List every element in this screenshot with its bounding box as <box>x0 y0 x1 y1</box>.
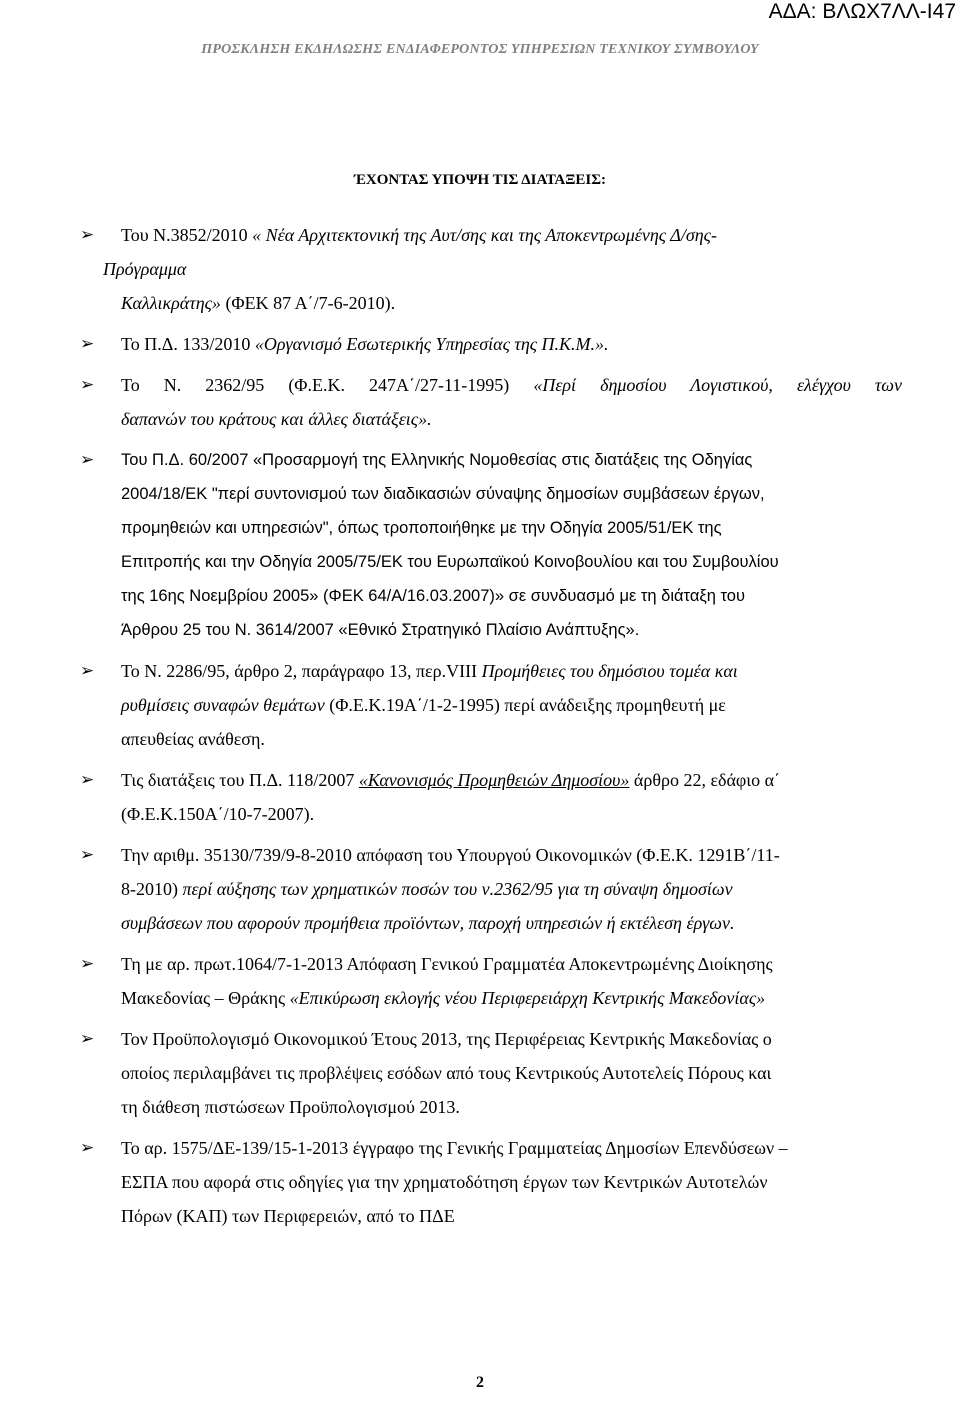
list-item: ➢ Τον Προϋπολογισμό Οικονομικού Έτους 2013, της Περιφέρειας Κεντρικής Μακεδονίας ο οποίος περιλαμβάνει τις προβλέψεις εσόδων από τους Κεντρικούς Αυτοτελείς Πόρους και τη διάθεση πιστώσεων Προϋπολογισμού 2013. <box>0 1022 960 1124</box>
list-item: ➢ Το Π.Δ. 133/2010 «Οργανισμό Εσωτερικής Υπηρεσίας της Π.Κ.Μ.». <box>0 327 960 361</box>
arrowhead-bullet-icon: ➢ <box>80 845 95 865</box>
list-item: ➢ Τη με αρ. πρωτ.1064/7-1-2013 Απόφαση Γενικού Γραμματέα Αποκεντρωμένης Διοίκησης Μακεδονίας – Θράκης «Επικύρωση εκλογής νέου Περιφερειάρχη Κεντρικής Μακεδονίας» <box>0 947 960 1015</box>
legal-provisions-list <box>0 218 960 1240</box>
arrowhead-bullet-icon: ➢ <box>80 375 95 395</box>
ada-code: ΑΔΑ: ΒΛΩΧ7ΛΛ-Ι47 <box>768 0 956 23</box>
list-item: ➢ Την αριθμ. 35130/739/9-8-2010 απόφαση του Υπουργού Οικονομικών (Φ.Ε.Κ. 1291Β΄/11- 8-2010) περί αύξησης των χρηματικών ποσών του ν.2362/95 για τη σύναψη δημοσίων συμβάσεων που αφορούν προμήθεια προϊόντων, παροχή υπηρεσιών ή εκτέλεση έργων. <box>0 838 960 940</box>
list-item: ➢ Του Π.Δ. 60/2007 «Προσαρμογή της Ελληνικής Νομοθεσίας στις διατάξεις της Οδηγίας 2004/18/ΕΚ "περί συντονισμού των διαδικασιών σύναψης δημοσίων συμβάσεων έργων, προμηθειών και υπηρεσιών", όπως τροποποιήθηκε με την Οδηγία 2005/51/ΕΚ της Επιτροπής και την Οδηγία 2005/75/ΕΚ του Ευρωπαϊκού Κοινοβουλίου και του Συμβουλίου της 16ης Νοεμβρίου 2005» (ΦΕΚ 64/Α/16.03.2007)» σε συνδυασμό με τη διάταξη του Άρθρου 25 του Ν. 3614/2007 «Εθνικό Στρατηγικό Πλαίσιο Ανάπτυξης». <box>0 443 960 647</box>
arrowhead-bullet-icon: ➢ <box>80 334 95 354</box>
arrowhead-bullet-icon: ➢ <box>80 450 95 470</box>
list-item: ➢ Του Ν.3852/2010 « Νέα Αρχιτεκτονική της Αυτ/σης και της Αποκεντρωμένης Δ/σης- Πρόγραμμα Καλλικράτης» (ΦΕΚ 87 Α΄/7-6-2010). <box>0 218 960 320</box>
arrowhead-bullet-icon: ➢ <box>80 661 95 681</box>
list-item: ➢ Το αρ. 1575/ΔΕ-139/15-1-2013 έγγραφο της Γενικής Γραμματείας Δημοσίων Επενδύσεων – ΕΣΠΑ που αφορά στις οδηγίες για την χρηματοδότηση έργων των Κεντρικών Αυτοτελών Πόρων (ΚΑΠ) των Περιφερειών, από το ΠΔΕ <box>0 1131 960 1233</box>
arrowhead-bullet-icon: ➢ <box>80 1029 95 1049</box>
list-item: ➢ Το Ν. 2286/95, άρθρο 2, παράγραφο 13, περ.VIII Προμήθειες του δημόσιου τομέα και ρυθμίσεις συναφών θεμάτων (Φ.Ε.Κ.19Α΄/1-2-1995) περί ανάδειξης προμηθευτή με απευθείας ανάθεση. <box>0 654 960 756</box>
arrowhead-bullet-icon: ➢ <box>80 770 95 790</box>
page-number: 2 <box>476 1374 484 1391</box>
arrowhead-bullet-icon: ➢ <box>80 1138 95 1158</box>
list-item: ➢ Τις διατάξεις του Π.Δ. 118/2007 «Κανονισμός Προμηθειών Δημοσίου» άρθρο 22, εδάφιο α΄ (Φ.Ε.Κ.150Α΄/10-7-2007). <box>0 763 960 831</box>
arrowhead-bullet-icon: ➢ <box>80 954 95 974</box>
section-heading: ΈΧΟΝΤΑΣ ΥΠΟΨΗ ΤΙΣ ΔΙΑΤΑΞΕΙΣ: <box>353 172 607 188</box>
arrowhead-bullet-icon: ➢ <box>80 225 95 245</box>
list-item: ➢ Το Ν. 2362/95 (Φ.Ε.Κ. 247Α΄/27-11-1995) «Περί δημοσίου Λογιστικού, ελέγχου των δαπανών του κράτους και άλλες διατάξεις». <box>0 368 960 436</box>
document-header-title: ΠΡΟΣΚΛΗΣΗ ΕΚΔΗΛΩΣΗΣ ΕΝΔΙΑΦΕΡΟΝΤΟΣ ΥΠΗΡΕΣΙΩΝ ΤΕΧΝΙΚΟΥ ΣΥΜΒΟΥΛΟΥ <box>201 42 759 57</box>
